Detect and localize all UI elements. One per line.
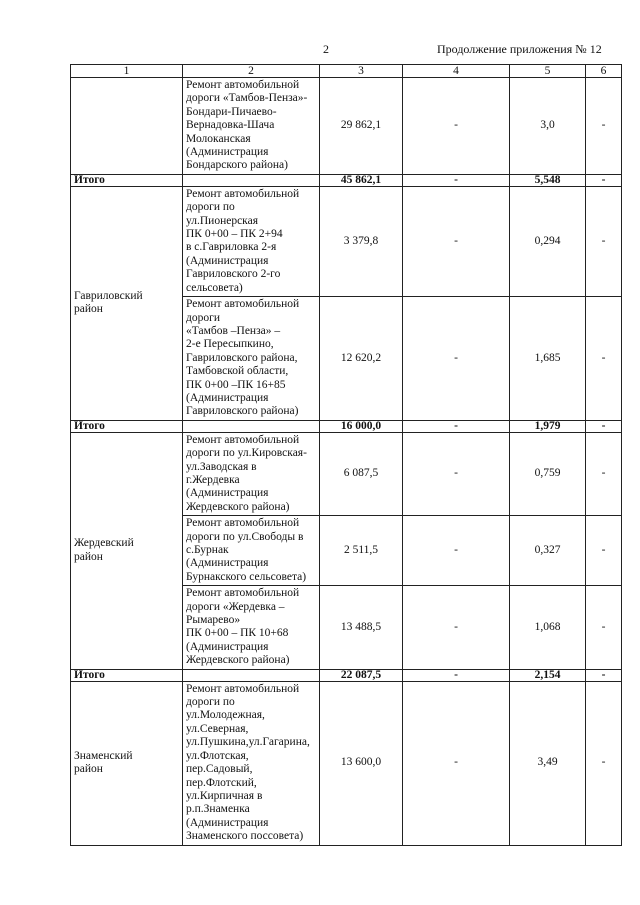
- length-km: 1,685: [510, 297, 586, 421]
- column-4-value: -: [403, 186, 510, 296]
- table-row: [71, 186, 622, 296]
- table-row: [71, 432, 622, 515]
- column-6-value: -: [586, 681, 622, 845]
- total-length: 2,154: [510, 669, 586, 681]
- table-body: [71, 65, 622, 846]
- total-length: 1,979: [510, 420, 586, 432]
- column-number: 4: [403, 65, 510, 78]
- total-amount: 16 000,0: [320, 420, 403, 432]
- length-km: 3,49: [510, 681, 586, 845]
- object-description: Ремонт автомобильной дороги «Жердевка – Рымарево» ПК 0+00 – ПК 10+68 (Администрация Жердевского района): [183, 586, 320, 669]
- funding-amount: 2 511,5: [320, 516, 403, 586]
- total-row: [71, 420, 622, 432]
- column-6-value: -: [586, 586, 622, 669]
- table-row: [71, 78, 622, 175]
- length-km: 3,0: [510, 78, 586, 175]
- district-cell: [71, 78, 183, 175]
- funding-amount: 12 620,2: [320, 297, 403, 421]
- column-4-value: -: [403, 681, 510, 845]
- length-km: 0,327: [510, 516, 586, 586]
- column-4-value: -: [403, 586, 510, 669]
- length-km: 0,294: [510, 186, 586, 296]
- object-description: Ремонт автомобильной дороги по ул.Пионерская ПК 0+00 – ПК 2+94 в с.Гавриловка 2-я (Администрация Гавриловского 2-го сельсовета): [183, 186, 320, 296]
- column-number: 2: [183, 65, 320, 78]
- object-description: Ремонт автомобильной дороги «Тамбов –Пенза» – 2-е Пересыпкино, Гавриловского района, Тамбовской области, ПК 0+00 –ПК 16+85 (Администрация Гавриловского района): [183, 297, 320, 421]
- total-label: Итого: [71, 420, 183, 432]
- total-amount: 22 087,5: [320, 669, 403, 681]
- column-number: 6: [586, 65, 622, 78]
- funding-amount: 3 379,8: [320, 186, 403, 296]
- object-description: Ремонт автомобильной дороги «Тамбов-Пенза»- Бондари-Пичаево- Вернадовка-Шача Молоканская (Администрация Бондарского района): [183, 78, 320, 175]
- funding-amount: 29 862,1: [320, 78, 403, 175]
- total-length: 5,548: [510, 174, 586, 186]
- column-number: 3: [320, 65, 403, 78]
- total-c4: -: [403, 174, 510, 186]
- total-c6: -: [586, 420, 622, 432]
- column-6-value: -: [586, 186, 622, 296]
- funding-amount: 6 087,5: [320, 432, 403, 515]
- table-row: [71, 681, 622, 845]
- total-c6: -: [586, 669, 622, 681]
- length-km: 1,068: [510, 586, 586, 669]
- column-number: 1: [71, 65, 183, 78]
- page-number: 2: [323, 42, 329, 56]
- column-4-value: -: [403, 78, 510, 175]
- empty-cell: [183, 420, 320, 432]
- district-cell: Жердевский район: [71, 432, 183, 669]
- total-row: [71, 669, 622, 681]
- column-number-row: [71, 65, 622, 78]
- column-6-value: -: [586, 78, 622, 175]
- funding-amount: 13 488,5: [320, 586, 403, 669]
- district-cell: Гавриловский район: [71, 186, 183, 420]
- object-description: Ремонт автомобильной дороги по ул.Кировская- ул.Заводская в г.Жердевка (Администрация Жердевского района): [183, 432, 320, 515]
- column-4-value: -: [403, 432, 510, 515]
- column-4-value: -: [403, 297, 510, 421]
- roads-repair-table: [70, 64, 622, 846]
- total-c6: -: [586, 174, 622, 186]
- total-c4: -: [403, 420, 510, 432]
- total-label: Итого: [71, 669, 183, 681]
- column-4-value: -: [403, 516, 510, 586]
- total-label: Итого: [71, 174, 183, 186]
- column-6-value: -: [586, 432, 622, 515]
- object-description: Ремонт автомобильной дороги по ул.Молодежная, ул.Северная, ул.Пушкина,ул.Гагарина, ул.Флотская, пер.Садовый, пер.Флотский, ул.Кирпичная в р.п.Знаменка (Администрация Знаменского поссовета): [183, 681, 320, 845]
- empty-cell: [183, 174, 320, 186]
- column-6-value: -: [586, 516, 622, 586]
- empty-cell: [183, 669, 320, 681]
- total-amount: 45 862,1: [320, 174, 403, 186]
- district-cell: Знаменский район: [71, 681, 183, 845]
- object-description: Ремонт автомобильной дороги по ул.Свободы в с.Бурнак (Администрация Бурнакского сельсовета): [183, 516, 320, 586]
- appendix-continuation-label: Продолжение приложения № 12: [437, 42, 602, 56]
- length-km: 0,759: [510, 432, 586, 515]
- column-6-value: -: [586, 297, 622, 421]
- funding-amount: 13 600,0: [320, 681, 403, 845]
- total-row: [71, 174, 622, 186]
- column-number: 5: [510, 65, 586, 78]
- total-c4: -: [403, 669, 510, 681]
